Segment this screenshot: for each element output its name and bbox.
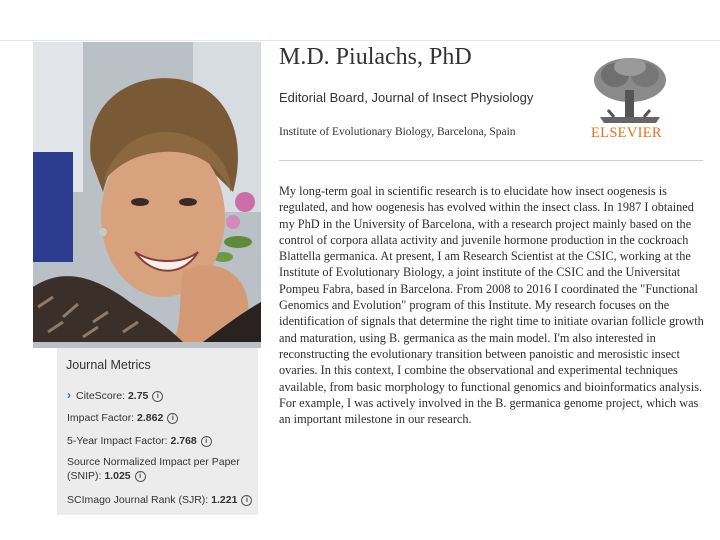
metric-value: 2.75 [127,390,149,402]
info-icon[interactable]: i [152,391,163,402]
metric-snip [67,455,252,483]
info-icon[interactable]: i [201,436,212,447]
top-divider [0,40,720,41]
journal-metrics-panel [57,348,258,515]
metric-label: CiteScore: [76,390,126,402]
header-divider [279,160,703,161]
affiliation: Institute of Evolutionary Biology, Barcelona, Spain [279,126,516,138]
elsevier-wordmark: ELSEVIER [591,125,662,141]
person-name: M.D. Piulachs, PhD [279,44,472,70]
chevron-right-icon[interactable]: › [67,388,71,402]
metric-value: 1.025 [104,470,131,482]
metric-value: 2.768 [170,435,197,447]
metric-label: Source Normalized Impact per Paper (SNIP): [67,456,240,482]
metric-5yr-impact-factor [67,434,212,448]
editorial-role: Editorial Board, Journal of Insect Physiology [279,90,534,105]
metric-impact-factor [67,411,178,425]
info-icon[interactable]: i [167,413,178,424]
metric-value: 2.862 [137,412,164,424]
metric-label: 5-Year Impact Factor: [67,435,168,447]
info-icon[interactable]: i [241,495,252,506]
portrait-photo [33,42,261,348]
metric-value: 1.221 [211,494,238,506]
metric-citescore[interactable] [67,388,163,403]
metric-sjr [67,493,252,507]
metric-label: Impact Factor: [67,412,135,424]
metric-label: SCImago Journal Rank (SJR): [67,494,209,506]
info-icon[interactable]: i [135,471,146,482]
journal-metrics-title: Journal Metrics [66,358,151,372]
biography-text: My long-term goal in scientific research is to elucidate how insect oogenesis is regulated, and how oogenesis has evolved within the insect class. In 1987 I obtained my PhD in the University of Barcelona, with a research project mainly based on the control of corpora allata activity and juvenile hormone production in the cockroach Blattella germanica. At present, I am Research Scientist at the CSIC, working at the Institute of Evolutionary Biology, a joint institute of the CSIC and the Universitat Pompeu Fabra, based in Barcelona. From 2008 to 2016 I coordinated the "Functional Genomics and Evolution" program of this Institute. My research focuses on the identification of signals that determine the right time to initiate ovarian follicle growth and maturation, using B. germanica as the main model. I'm also interested in reconstructing the evolutionary transition between panoistic and merosistic insect ovaries. In this context, I combine the observational and experimental techniques available, from basic morphology to functional genomics and bioinformatics analysis. For example, I was actively involved in the B. germanica genome project, which was an important milestone in our research. [279,184,704,427]
